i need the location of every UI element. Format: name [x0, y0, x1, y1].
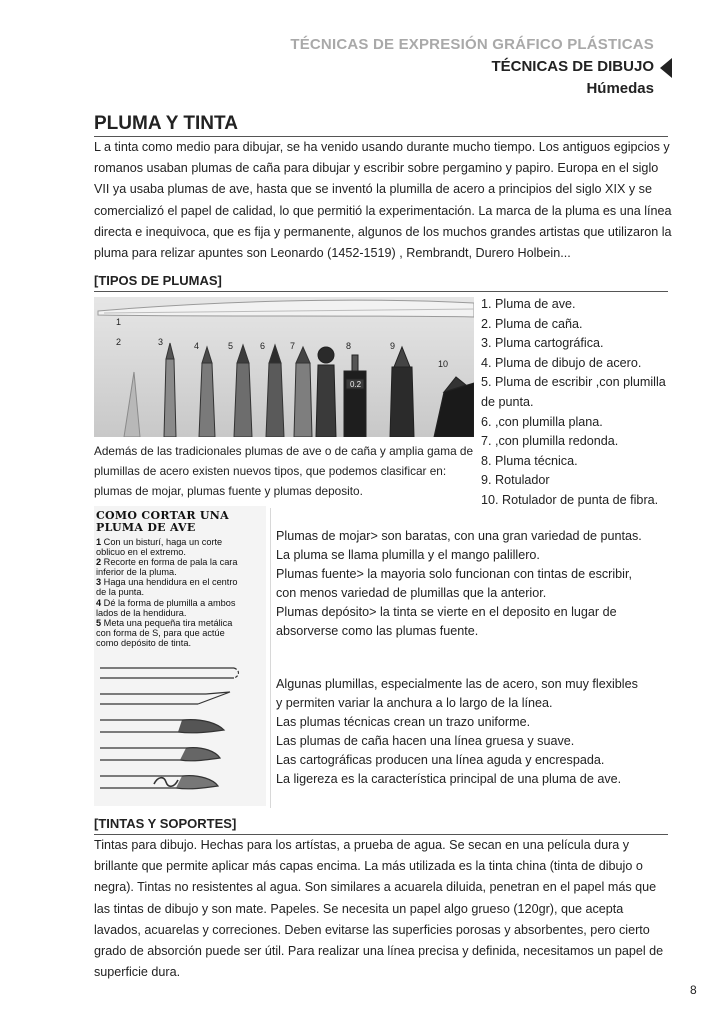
photo-number: 10: [438, 359, 449, 369]
list-item: 7. ,con plumilla redonda.: [481, 434, 619, 449]
steel-nib: [294, 347, 312, 437]
list-item: 9. Rotulador: [481, 473, 550, 488]
step-number: 3: [96, 577, 102, 588]
list-item: 6. ,con plumilla plana.: [481, 414, 603, 429]
guide-divider: [270, 508, 271, 808]
list-item: 2. Pluma de caña.: [481, 316, 583, 331]
list-item: 8. Pluma técnica.: [481, 453, 578, 468]
section-heading-tintas: [TINTAS Y SOPORTES]: [94, 816, 237, 831]
photo-number: 7: [290, 341, 296, 351]
step-text: Meta una pequeña tira metálica con forma de S, para que actúe como depósito de tinta.: [96, 617, 233, 648]
step-text: Dé la forma de plumilla a ambos lados de la hendidura.: [96, 597, 236, 618]
page-title: PLUMA Y TINTA: [94, 113, 238, 134]
list-item: 4. Pluma de dibujo de acero.: [481, 355, 642, 370]
text-line: Las plumas técnicas crean un trazo uniforme.: [276, 715, 531, 729]
guide-step: [96, 618, 248, 648]
guide-step: [96, 557, 248, 577]
photo-number: 1: [116, 317, 122, 327]
nib-characteristics: [276, 675, 676, 789]
guide-title-line: COMO CORTAR UNA: [96, 509, 229, 522]
guide-step: [96, 537, 248, 557]
text-line: La ligereza es la característica principal de una pluma de ave.: [276, 772, 622, 786]
tipos-divider: [94, 291, 668, 292]
intro-paragraph: L a tinta como medio para dibujar, se ha venido usando durante mucho tiempo. Los antiguos egipcios y romanos usaban plumas de caña para dibujar y escribir sobre pergamino y papiro. Europa en el siglo VII ya usaba plumas de ave, hasta que se inventó la plumilla de acero a principios del siglo XIX y se comercializó el papel de calidad, lo que permitió la experimentación. La marca de la pluma es una línea directa e inequivoca, que es fija y permanente, algunos de los muchos grandes artistas que utilizaron la pluma para relizar apuntes son Leonardo (1452-1519) , Rembrandt, Durero Holbein...: [94, 140, 672, 261]
pen-types-list: [481, 295, 681, 511]
arrow-left-icon: [660, 58, 672, 78]
step-number: 1: [96, 537, 102, 547]
guide-step: [96, 598, 248, 618]
list-item: 10. Rotulador de punta de fibra.: [481, 492, 659, 507]
page-number: 8: [690, 983, 697, 997]
guide-step: [96, 577, 248, 597]
photo-number: 5: [228, 341, 234, 351]
photo-number: 4: [194, 341, 200, 351]
list-item: 3. Pluma cartográfica.: [481, 336, 604, 351]
pens-photo: [94, 297, 474, 437]
photo-number: 2: [116, 337, 122, 347]
list-item: 1. Pluma de ave.: [481, 297, 576, 311]
header-main-title: TÉCNICAS DE EXPRESIÓN GRÁFICO PLÁSTICAS: [290, 36, 654, 53]
step-number: 2: [96, 557, 102, 568]
text-line: y permiten variar la anchura a lo largo de la línea.: [276, 696, 553, 710]
text-line: Plumas de mojar> son baratas, con una gran variedad de puntas.: [276, 529, 642, 543]
guide-steps: [96, 537, 248, 648]
list-item: 5. Pluma de escribir ,con plumilla: [481, 375, 666, 390]
photo-number: 3: [158, 337, 164, 347]
tipos-caption: Además de las tradicionales plumas de ave o de caña y amplia gama de plumillas de acero existen nuevos tipos, que podemos clasificar en: plumas de mojar, plumas fuente y plumas deposito.: [94, 444, 474, 498]
text-line: Plumas depósito> la tinta se vierte en el deposito en lugar de: [276, 605, 617, 619]
pen-size-label: 0.2: [350, 380, 362, 389]
tintas-paragraph: Tintas para dibujo. Hechas para los artístas, a prueba de agua. Se secan en una película dura y brillante que permite aplicar más capas encima. La más utilizada es la tinta china (tinta de dibujo o negra). Tintas no resistentes al agua. Son similares a acuarela diluida, penetran en el papel más que las tintas de dibujo y son mate. Papeles. Se necesita un papel algo grueso (120gr), que acepta lavados, acuarelas y correciones. Deben evitarse las superficies porosas y absorbentes, pero cierto grado de absorción puede ser útil. Para realizar una línea precisa y definida, necesitamos un papel de superficie dura.: [94, 838, 664, 980]
step-number: 5: [96, 617, 102, 628]
guide-title: [96, 510, 229, 534]
section-heading-tipos: [TIPOS DE PLUMAS]: [94, 273, 222, 288]
header-subtitle: TÉCNICAS DE DIBUJO: [491, 58, 654, 75]
step-text: Con un bisturí, haga un corte oblicuo en el extremo.: [96, 537, 223, 558]
pen-types-description: [276, 527, 676, 641]
step-number: 4: [96, 597, 102, 608]
text-line: La pluma se llama plumilla y el mango palillero.: [276, 548, 540, 562]
photo-number: 9: [390, 341, 396, 351]
photo-number: 8: [346, 341, 352, 351]
step-text: Haga una hendidura en el centro de la punta.: [96, 577, 238, 598]
guide-title-line: PLUMA DE AVE: [96, 521, 196, 534]
list-item: de punta.: [481, 394, 534, 409]
text-line: Plumas fuente> la mayoria solo funcionan con tintas de escribir,: [276, 567, 632, 581]
text-line: Algunas plumillas, especialmente las de acero, son muy flexibles: [276, 677, 638, 691]
text-line: con menos variedad de plumillas que la anterior.: [276, 586, 547, 600]
text-line: absorverse como las plumas fuente.: [276, 624, 479, 638]
header-section: Húmedas: [586, 80, 654, 97]
text-line: Las plumas de caña hacen una línea gruesa y suave.: [276, 734, 575, 748]
step-text: Recorte en forma de pala la cara inferior de la pluma.: [96, 557, 238, 578]
quill-cutting-steps-illustration: [100, 668, 239, 789]
photo-number: 6: [260, 341, 266, 351]
text-line: Las cartográficas producen una línea aguda y encrespada.: [276, 753, 605, 767]
